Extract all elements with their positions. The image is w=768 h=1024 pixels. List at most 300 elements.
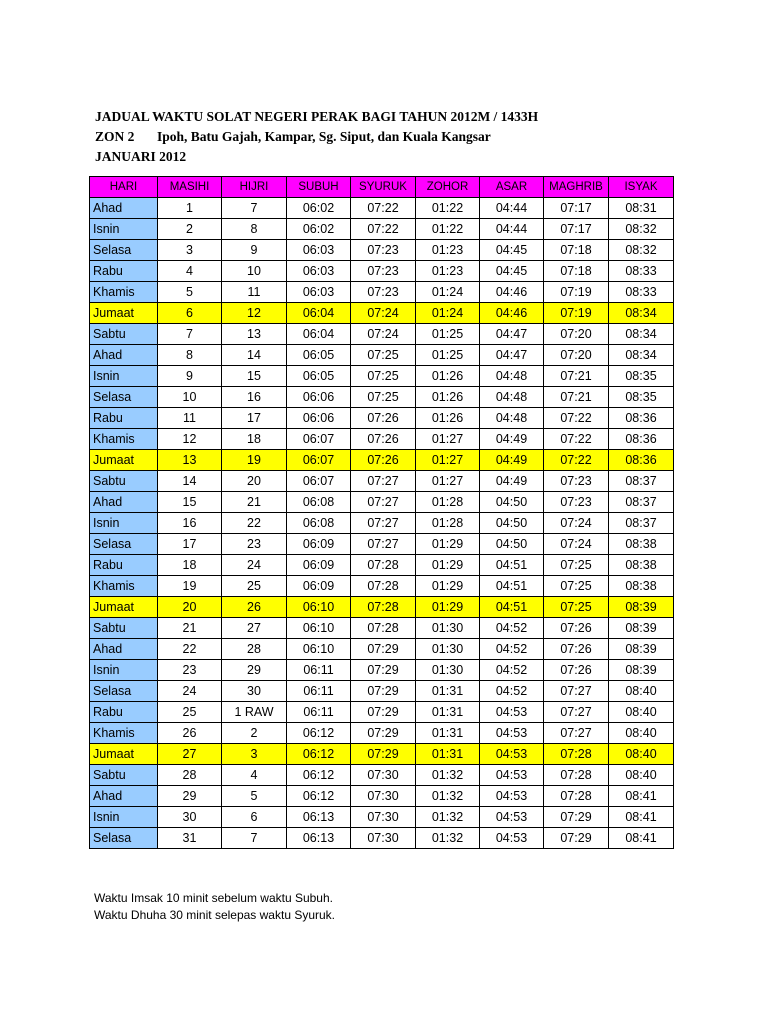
table-row — [90, 345, 674, 366]
subuh-cell: 06:10 — [287, 639, 351, 660]
table-row — [90, 639, 674, 660]
asar-cell: 04:47 — [480, 345, 544, 366]
masihi-cell: 7 — [158, 324, 222, 345]
isyak-cell: 08:37 — [609, 513, 674, 534]
table-row — [90, 807, 674, 828]
day-cell: Sabtu — [90, 618, 158, 639]
asar-cell: 04:45 — [480, 240, 544, 261]
hijri-cell: 7 — [222, 828, 287, 849]
asar-cell: 04:52 — [480, 681, 544, 702]
table-row — [90, 471, 674, 492]
syuruk-cell: 07:29 — [351, 681, 416, 702]
asar-cell: 04:50 — [480, 492, 544, 513]
hijri-cell: 9 — [222, 240, 287, 261]
maghrib-cell: 07:24 — [544, 534, 609, 555]
col-header-maghrib: MAGHRIB — [544, 177, 609, 198]
asar-cell: 04:49 — [480, 471, 544, 492]
masihi-cell: 29 — [158, 786, 222, 807]
maghrib-cell: 07:29 — [544, 807, 609, 828]
col-header-syuruk: SYURUK — [351, 177, 416, 198]
document-header — [95, 107, 538, 167]
maghrib-cell: 07:23 — [544, 471, 609, 492]
hijri-cell: 12 — [222, 303, 287, 324]
syuruk-cell: 07:25 — [351, 345, 416, 366]
masihi-cell: 21 — [158, 618, 222, 639]
day-cell: Ahad — [90, 198, 158, 219]
hijri-cell: 3 — [222, 744, 287, 765]
isyak-cell: 08:34 — [609, 303, 674, 324]
masihi-cell: 9 — [158, 366, 222, 387]
subuh-cell: 06:02 — [287, 219, 351, 240]
masihi-cell: 26 — [158, 723, 222, 744]
table-row — [90, 513, 674, 534]
zohor-cell: 01:26 — [416, 408, 480, 429]
table-row — [90, 660, 674, 681]
syuruk-cell: 07:29 — [351, 660, 416, 681]
masihi-cell: 13 — [158, 450, 222, 471]
asar-cell: 04:53 — [480, 807, 544, 828]
zohor-cell: 01:25 — [416, 324, 480, 345]
maghrib-cell: 07:22 — [544, 429, 609, 450]
zohor-cell: 01:29 — [416, 534, 480, 555]
zohor-cell: 01:29 — [416, 597, 480, 618]
hijri-cell: 27 — [222, 618, 287, 639]
hijri-cell: 16 — [222, 387, 287, 408]
footnotes — [94, 890, 335, 924]
zohor-cell: 01:27 — [416, 450, 480, 471]
subuh-cell: 06:05 — [287, 366, 351, 387]
maghrib-cell: 07:25 — [544, 576, 609, 597]
table-body — [90, 198, 674, 849]
day-cell: Khamis — [90, 576, 158, 597]
zone-code: ZON 2 — [95, 129, 135, 144]
hijri-cell: 10 — [222, 261, 287, 282]
table-row — [90, 387, 674, 408]
syuruk-cell: 07:23 — [351, 261, 416, 282]
isyak-cell: 08:38 — [609, 576, 674, 597]
hijri-cell: 25 — [222, 576, 287, 597]
hijri-cell: 8 — [222, 219, 287, 240]
maghrib-cell: 07:17 — [544, 198, 609, 219]
maghrib-cell: 07:28 — [544, 765, 609, 786]
zone-line — [95, 127, 538, 147]
masihi-cell: 3 — [158, 240, 222, 261]
asar-cell: 04:45 — [480, 261, 544, 282]
hijri-cell: 14 — [222, 345, 287, 366]
table-row — [90, 576, 674, 597]
maghrib-cell: 07:28 — [544, 786, 609, 807]
zohor-cell: 01:27 — [416, 429, 480, 450]
day-cell: Sabtu — [90, 765, 158, 786]
asar-cell: 04:51 — [480, 555, 544, 576]
subuh-cell: 06:07 — [287, 429, 351, 450]
asar-cell: 04:49 — [480, 450, 544, 471]
maghrib-cell: 07:27 — [544, 702, 609, 723]
masihi-cell: 28 — [158, 765, 222, 786]
hijri-cell: 30 — [222, 681, 287, 702]
asar-cell: 04:52 — [480, 618, 544, 639]
subuh-cell: 06:03 — [287, 261, 351, 282]
maghrib-cell: 07:19 — [544, 282, 609, 303]
syuruk-cell: 07:26 — [351, 450, 416, 471]
day-cell: Rabu — [90, 702, 158, 723]
syuruk-cell: 07:28 — [351, 618, 416, 639]
isyak-cell: 08:34 — [609, 345, 674, 366]
zohor-cell: 01:23 — [416, 240, 480, 261]
subuh-cell: 06:09 — [287, 534, 351, 555]
masihi-cell: 30 — [158, 807, 222, 828]
hijri-cell: 26 — [222, 597, 287, 618]
hijri-cell: 22 — [222, 513, 287, 534]
zohor-cell: 01:26 — [416, 366, 480, 387]
asar-cell: 04:52 — [480, 639, 544, 660]
zohor-cell: 01:28 — [416, 513, 480, 534]
note-dhuha: Waktu Dhuha 30 minit selepas waktu Syuruk. — [94, 908, 336, 922]
col-header-zohor: ZOHOR — [416, 177, 480, 198]
asar-cell: 04:51 — [480, 576, 544, 597]
hijri-cell: 5 — [222, 786, 287, 807]
day-cell: Rabu — [90, 261, 158, 282]
isyak-cell: 08:39 — [609, 639, 674, 660]
maghrib-cell: 07:26 — [544, 639, 609, 660]
asar-cell: 04:50 — [480, 534, 544, 555]
asar-cell: 04:52 — [480, 660, 544, 681]
hijri-cell: 23 — [222, 534, 287, 555]
subuh-cell: 06:07 — [287, 450, 351, 471]
syuruk-cell: 07:30 — [351, 765, 416, 786]
asar-cell: 04:48 — [480, 408, 544, 429]
day-cell: Ahad — [90, 639, 158, 660]
zohor-cell: 01:31 — [416, 681, 480, 702]
zohor-cell: 01:30 — [416, 639, 480, 660]
day-cell: Jumaat — [90, 450, 158, 471]
isyak-cell: 08:32 — [609, 219, 674, 240]
asar-cell: 04:44 — [480, 198, 544, 219]
subuh-cell: 06:06 — [287, 408, 351, 429]
isyak-cell: 08:40 — [609, 702, 674, 723]
masihi-cell: 11 — [158, 408, 222, 429]
maghrib-cell: 07:17 — [544, 219, 609, 240]
syuruk-cell: 07:27 — [351, 534, 416, 555]
day-cell: Selasa — [90, 681, 158, 702]
hijri-cell: 1 RAW — [222, 702, 287, 723]
zohor-cell: 01:24 — [416, 282, 480, 303]
day-cell: Isnin — [90, 660, 158, 681]
day-cell: Isnin — [90, 513, 158, 534]
subuh-cell: 06:04 — [287, 324, 351, 345]
day-cell: Jumaat — [90, 597, 158, 618]
subuh-cell: 06:08 — [287, 513, 351, 534]
col-header-hijri: HIJRI — [222, 177, 287, 198]
isyak-cell: 08:36 — [609, 429, 674, 450]
zohor-cell: 01:31 — [416, 744, 480, 765]
asar-cell: 04:53 — [480, 828, 544, 849]
zohor-cell: 01:31 — [416, 723, 480, 744]
zohor-cell: 01:32 — [416, 786, 480, 807]
zohor-cell: 01:30 — [416, 660, 480, 681]
day-cell: Ahad — [90, 492, 158, 513]
subuh-cell: 06:05 — [287, 345, 351, 366]
masihi-cell: 23 — [158, 660, 222, 681]
asar-cell: 04:53 — [480, 702, 544, 723]
subuh-cell: 06:08 — [287, 492, 351, 513]
table-row — [90, 555, 674, 576]
masihi-cell: 22 — [158, 639, 222, 660]
masihi-cell: 20 — [158, 597, 222, 618]
masihi-cell: 25 — [158, 702, 222, 723]
hijri-cell: 18 — [222, 429, 287, 450]
subuh-cell: 06:12 — [287, 786, 351, 807]
table-row — [90, 198, 674, 219]
syuruk-cell: 07:27 — [351, 471, 416, 492]
syuruk-cell: 07:29 — [351, 744, 416, 765]
day-cell: Sabtu — [90, 471, 158, 492]
subuh-cell: 06:11 — [287, 681, 351, 702]
subuh-cell: 06:04 — [287, 303, 351, 324]
masihi-cell: 2 — [158, 219, 222, 240]
masihi-cell: 10 — [158, 387, 222, 408]
masihi-cell: 1 — [158, 198, 222, 219]
syuruk-cell: 07:29 — [351, 639, 416, 660]
subuh-cell: 06:07 — [287, 471, 351, 492]
zohor-cell: 01:26 — [416, 387, 480, 408]
masihi-cell: 14 — [158, 471, 222, 492]
subuh-cell: 06:03 — [287, 282, 351, 303]
hijri-cell: 7 — [222, 198, 287, 219]
masihi-cell: 12 — [158, 429, 222, 450]
asar-cell: 04:53 — [480, 765, 544, 786]
zone-areas: Ipoh, Batu Gajah, Kampar, Sg. Siput, dan Kuala Kangsar — [157, 129, 491, 144]
syuruk-cell: 07:30 — [351, 828, 416, 849]
table-row — [90, 681, 674, 702]
hijri-cell: 4 — [222, 765, 287, 786]
asar-cell: 04:47 — [480, 324, 544, 345]
maghrib-cell: 07:19 — [544, 303, 609, 324]
isyak-cell: 08:38 — [609, 555, 674, 576]
asar-cell: 04:44 — [480, 219, 544, 240]
asar-cell: 04:49 — [480, 429, 544, 450]
hijri-cell: 20 — [222, 471, 287, 492]
masihi-cell: 8 — [158, 345, 222, 366]
day-cell: Khamis — [90, 723, 158, 744]
syuruk-cell: 07:25 — [351, 387, 416, 408]
day-cell: Rabu — [90, 408, 158, 429]
asar-cell: 04:53 — [480, 723, 544, 744]
day-cell: Ahad — [90, 345, 158, 366]
day-cell: Isnin — [90, 807, 158, 828]
table-header-row — [90, 177, 674, 198]
asar-cell: 04:46 — [480, 282, 544, 303]
isyak-cell: 08:35 — [609, 387, 674, 408]
asar-cell: 04:48 — [480, 366, 544, 387]
table-row — [90, 303, 674, 324]
hijri-cell: 24 — [222, 555, 287, 576]
syuruk-cell: 07:26 — [351, 429, 416, 450]
zohor-cell: 01:22 — [416, 219, 480, 240]
asar-cell: 04:48 — [480, 387, 544, 408]
asar-cell: 04:46 — [480, 303, 544, 324]
day-cell: Selasa — [90, 387, 158, 408]
syuruk-cell: 07:28 — [351, 597, 416, 618]
asar-cell: 04:53 — [480, 744, 544, 765]
maghrib-cell: 07:25 — [544, 597, 609, 618]
isyak-cell: 08:34 — [609, 324, 674, 345]
table-row — [90, 618, 674, 639]
table-row — [90, 282, 674, 303]
syuruk-cell: 07:29 — [351, 702, 416, 723]
subuh-cell: 06:13 — [287, 828, 351, 849]
masihi-cell: 4 — [158, 261, 222, 282]
syuruk-cell: 07:22 — [351, 198, 416, 219]
col-header-asar: ASAR — [480, 177, 544, 198]
subuh-cell: 06:10 — [287, 618, 351, 639]
table-row — [90, 828, 674, 849]
hijri-cell: 15 — [222, 366, 287, 387]
table-row — [90, 534, 674, 555]
isyak-cell: 08:36 — [609, 408, 674, 429]
subuh-cell: 06:09 — [287, 555, 351, 576]
day-cell: Selasa — [90, 534, 158, 555]
table-row — [90, 408, 674, 429]
hijri-cell: 17 — [222, 408, 287, 429]
zohor-cell: 01:32 — [416, 765, 480, 786]
syuruk-cell: 07:23 — [351, 240, 416, 261]
syuruk-cell: 07:27 — [351, 513, 416, 534]
maghrib-cell: 07:18 — [544, 240, 609, 261]
syuruk-cell: 07:25 — [351, 366, 416, 387]
maghrib-cell: 07:28 — [544, 744, 609, 765]
zohor-cell: 01:32 — [416, 828, 480, 849]
prayer-times-table — [89, 176, 674, 849]
day-cell: Isnin — [90, 219, 158, 240]
asar-cell: 04:53 — [480, 786, 544, 807]
table-row — [90, 240, 674, 261]
subuh-cell: 06:03 — [287, 240, 351, 261]
day-cell: Rabu — [90, 555, 158, 576]
zohor-cell: 01:28 — [416, 492, 480, 513]
maghrib-cell: 07:26 — [544, 660, 609, 681]
col-header-masihi: MASIHI — [158, 177, 222, 198]
masihi-cell: 16 — [158, 513, 222, 534]
table-row — [90, 723, 674, 744]
zohor-cell: 01:25 — [416, 345, 480, 366]
masihi-cell: 15 — [158, 492, 222, 513]
isyak-cell: 08:35 — [609, 366, 674, 387]
hijri-cell: 13 — [222, 324, 287, 345]
hijri-cell: 28 — [222, 639, 287, 660]
day-cell: Selasa — [90, 240, 158, 261]
document-title: JADUAL WAKTU SOLAT NEGERI PERAK BAGI TAHUN 2012M / 1433H — [95, 109, 539, 124]
maghrib-cell: 07:18 — [544, 261, 609, 282]
subuh-cell: 06:11 — [287, 660, 351, 681]
zohor-cell: 01:23 — [416, 261, 480, 282]
day-cell: Jumaat — [90, 303, 158, 324]
maghrib-cell: 07:21 — [544, 366, 609, 387]
asar-cell: 04:51 — [480, 597, 544, 618]
hijri-cell: 2 — [222, 723, 287, 744]
maghrib-cell: 07:26 — [544, 618, 609, 639]
masihi-cell: 17 — [158, 534, 222, 555]
maghrib-cell: 07:29 — [544, 828, 609, 849]
isyak-cell: 08:41 — [609, 786, 674, 807]
maghrib-cell: 07:22 — [544, 450, 609, 471]
isyak-cell: 08:33 — [609, 261, 674, 282]
table-row — [90, 786, 674, 807]
masihi-cell: 27 — [158, 744, 222, 765]
hijri-cell: 11 — [222, 282, 287, 303]
isyak-cell: 08:39 — [609, 660, 674, 681]
isyak-cell: 08:39 — [609, 618, 674, 639]
syuruk-cell: 07:23 — [351, 282, 416, 303]
masihi-cell: 19 — [158, 576, 222, 597]
col-header-isyak: ISYAK — [609, 177, 674, 198]
isyak-cell: 08:31 — [609, 198, 674, 219]
maghrib-cell: 07:27 — [544, 723, 609, 744]
isyak-cell: 08:37 — [609, 471, 674, 492]
col-header-subuh: SUBUH — [287, 177, 351, 198]
isyak-cell: 08:40 — [609, 765, 674, 786]
masihi-cell: 31 — [158, 828, 222, 849]
table-row — [90, 261, 674, 282]
maghrib-cell: 07:22 — [544, 408, 609, 429]
syuruk-cell: 07:22 — [351, 219, 416, 240]
zohor-cell: 01:24 — [416, 303, 480, 324]
isyak-cell: 08:41 — [609, 807, 674, 828]
subuh-cell: 06:12 — [287, 744, 351, 765]
subuh-cell: 06:09 — [287, 576, 351, 597]
masihi-cell: 18 — [158, 555, 222, 576]
day-cell: Khamis — [90, 429, 158, 450]
month-label: JANUARI 2012 — [95, 149, 187, 164]
syuruk-cell: 07:27 — [351, 492, 416, 513]
syuruk-cell: 07:29 — [351, 723, 416, 744]
maghrib-cell: 07:20 — [544, 324, 609, 345]
zohor-cell: 01:30 — [416, 618, 480, 639]
table-row — [90, 765, 674, 786]
note-imsak: Waktu Imsak 10 minit sebelum waktu Subuh. — [94, 891, 333, 905]
zohor-cell: 01:31 — [416, 702, 480, 723]
syuruk-cell: 07:28 — [351, 555, 416, 576]
syuruk-cell: 07:28 — [351, 576, 416, 597]
col-header-hari: HARI — [90, 177, 158, 198]
table-row — [90, 324, 674, 345]
subuh-cell: 06:13 — [287, 807, 351, 828]
syuruk-cell: 07:26 — [351, 408, 416, 429]
isyak-cell: 08:32 — [609, 240, 674, 261]
table-row — [90, 597, 674, 618]
isyak-cell: 08:38 — [609, 534, 674, 555]
table-row — [90, 450, 674, 471]
subuh-cell: 06:12 — [287, 765, 351, 786]
maghrib-cell: 07:20 — [544, 345, 609, 366]
day-cell: Selasa — [90, 828, 158, 849]
masihi-cell: 24 — [158, 681, 222, 702]
isyak-cell: 08:39 — [609, 597, 674, 618]
day-cell: Isnin — [90, 366, 158, 387]
table-row — [90, 744, 674, 765]
syuruk-cell: 07:24 — [351, 303, 416, 324]
table-row — [90, 429, 674, 450]
table-row — [90, 702, 674, 723]
isyak-cell: 08:40 — [609, 744, 674, 765]
isyak-cell: 08:40 — [609, 681, 674, 702]
hijri-cell: 19 — [222, 450, 287, 471]
table-row — [90, 492, 674, 513]
isyak-cell: 08:40 — [609, 723, 674, 744]
day-cell: Jumaat — [90, 744, 158, 765]
isyak-cell: 08:41 — [609, 828, 674, 849]
subuh-cell: 06:06 — [287, 387, 351, 408]
